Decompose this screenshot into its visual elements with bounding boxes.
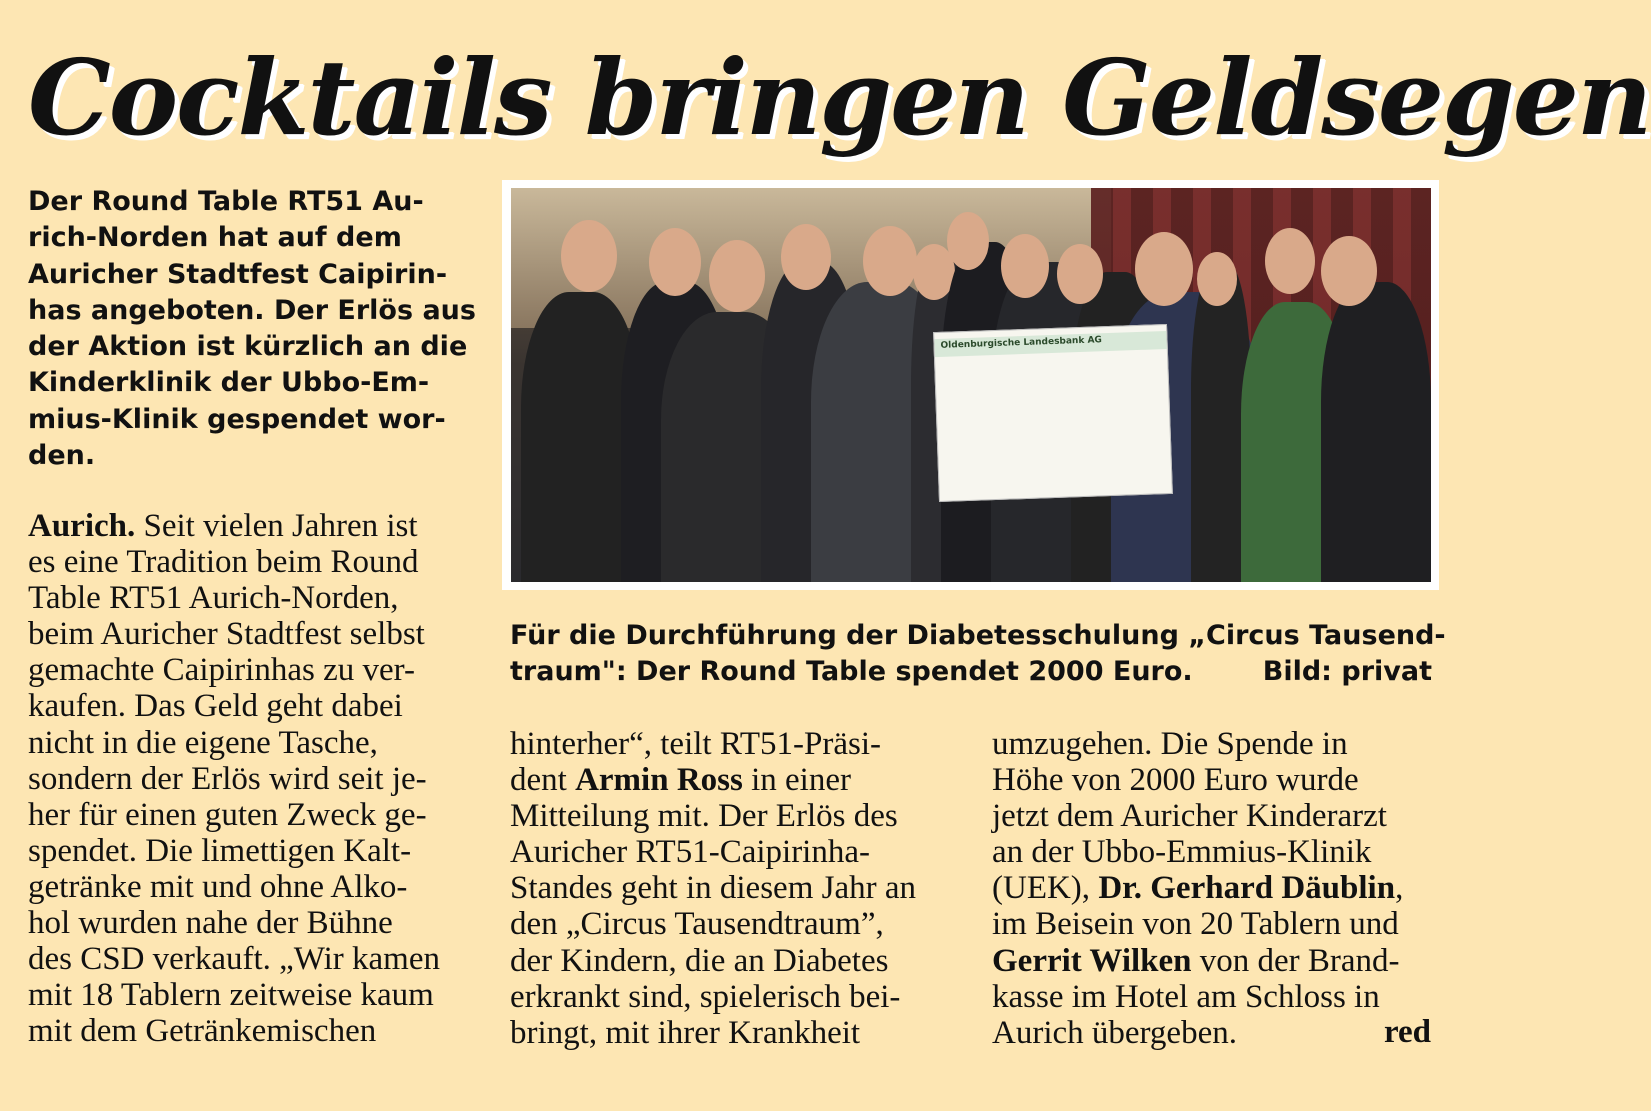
body-line [992, 870, 1432, 906]
body-line: es eine Tradition beim Round [28, 544, 419, 581]
photo-frame [502, 180, 1439, 590]
body-line: jetzt dem Auricher Kinderarzt [992, 798, 1387, 835]
body-line: Aurich übergeben. [992, 1014, 1237, 1051]
body-line: kaufen. Das Geld geht dabei [28, 688, 403, 725]
lead-line: Kinderklinik der Ubbo-Em- [28, 367, 430, 399]
group-photo [511, 188, 1431, 582]
body-line: umzugehen. Die Spende in [992, 726, 1348, 762]
body-line: erkrankt sind, spielerisch bei- [510, 978, 901, 1015]
lead-line: Auricher Stadtfest Caipirin- [28, 258, 448, 290]
headline: Cocktails bringen Geldsegen [28, 36, 1651, 159]
donation-cheque [933, 324, 1173, 502]
photo-person-head [649, 228, 701, 296]
body-line: getränke mit und ohne Alko- [28, 868, 408, 905]
cheque-bank-name: Oldenburgische Landesbank AG [940, 335, 1103, 351]
body-line: des CSD verkauft. „Wir kamen [28, 941, 440, 978]
person-name: Dr. Gerhard Däublin [1098, 870, 1396, 907]
photo-person-head [1265, 228, 1315, 294]
lead-line: der Aktion ist kürzlich an die [28, 331, 468, 363]
body-text: Seit vielen Jahren ist [135, 508, 418, 544]
body-line: mit 18 Tablern zeitweise kaum [28, 977, 434, 1014]
body-text: dent [510, 762, 576, 799]
lead-line: den. [28, 440, 96, 472]
body-line: im Beisein von 20 Tablern und [992, 906, 1399, 943]
body-line: spendet. Die limettigen Kalt- [28, 832, 412, 869]
body-line: an der Ubbo-Emmius-Klinik [992, 834, 1372, 871]
photo-person-head [561, 220, 617, 292]
body-line: den „Circus Tausendtraum”, [510, 906, 884, 943]
body-column-3 [992, 726, 1432, 1051]
body-line: hol wurden nahe der Bühne [28, 905, 393, 942]
photo-person-head [781, 224, 831, 290]
photo-person-head [1321, 236, 1377, 306]
lead-line: has angeboten. Der Erlös aus [28, 294, 476, 326]
body-text: (UEK), [992, 870, 1099, 907]
body-line: gemachte Caipirinhas zu ver- [28, 652, 415, 689]
body-line: Mitteilung mit. Der Erlös des [510, 798, 898, 835]
photo-person [1321, 282, 1431, 582]
body-line [510, 762, 960, 798]
person-name: Gerrit Wilken [992, 942, 1192, 979]
body-line: kasse im Hotel am Schloss in [992, 978, 1380, 1015]
photo-person-head [1197, 252, 1237, 306]
body-line: hinterher“, teilt RT51-Präsi- [510, 726, 881, 762]
body-line: her für einen guten Zweck ge- [28, 796, 427, 833]
body-line: Table RT51 Aurich-Norden, [28, 580, 399, 617]
body-line: Standes geht in diesem Jahr an [510, 870, 916, 907]
lead-paragraph [28, 184, 476, 474]
dateline: Aurich. [28, 508, 136, 544]
caption-line: traum": Der Round Table spendet 2000 Euro. [510, 656, 1193, 687]
photo-person-head [947, 212, 989, 270]
photo-person-head [863, 226, 917, 296]
person-name: Armin Ross [575, 762, 743, 799]
lead-line: mius-Klinik gespendet wor- [28, 403, 446, 435]
body-line: sondern der Erlös wird seit je- [28, 760, 427, 797]
body-text: , [1395, 870, 1404, 907]
body-line: beim Auricher Stadtfest selbst [28, 616, 425, 653]
lead-line: Der Round Table RT51 Au- [28, 186, 424, 217]
body-text: in einer [742, 762, 851, 799]
body-column-1 [28, 508, 468, 1049]
photo-person-head [1057, 244, 1103, 304]
body-line: der Kindern, die an Diabetes [510, 942, 889, 979]
body-line: mit dem Getränkemischen [28, 1013, 377, 1050]
body-line: nicht in die eigene Tasche, [28, 724, 378, 761]
body-text: von der Brand- [1191, 942, 1400, 979]
body-column-2 [510, 726, 960, 1051]
photo-person-head [709, 240, 765, 312]
caption-line: Für die Durchführung der Diabetesschulung „Circus Tausend- [510, 620, 1446, 651]
body-line: Auricher RT51-Caipirinha- [510, 834, 870, 871]
body-line [28, 508, 468, 544]
lead-line: rich-Norden hat auf dem [28, 222, 402, 254]
body-line: Höhe von 2000 Euro wurde [992, 762, 1359, 799]
photo-person-head [1001, 234, 1049, 298]
photo-credit: Bild: privat [1262, 656, 1432, 687]
photo-person-head [1135, 232, 1193, 306]
author-signature: red [1383, 1014, 1431, 1050]
body-line [992, 943, 1432, 979]
photo-caption [510, 618, 1446, 690]
body-line: bringt, mit ihrer Krankheit [510, 1014, 861, 1051]
